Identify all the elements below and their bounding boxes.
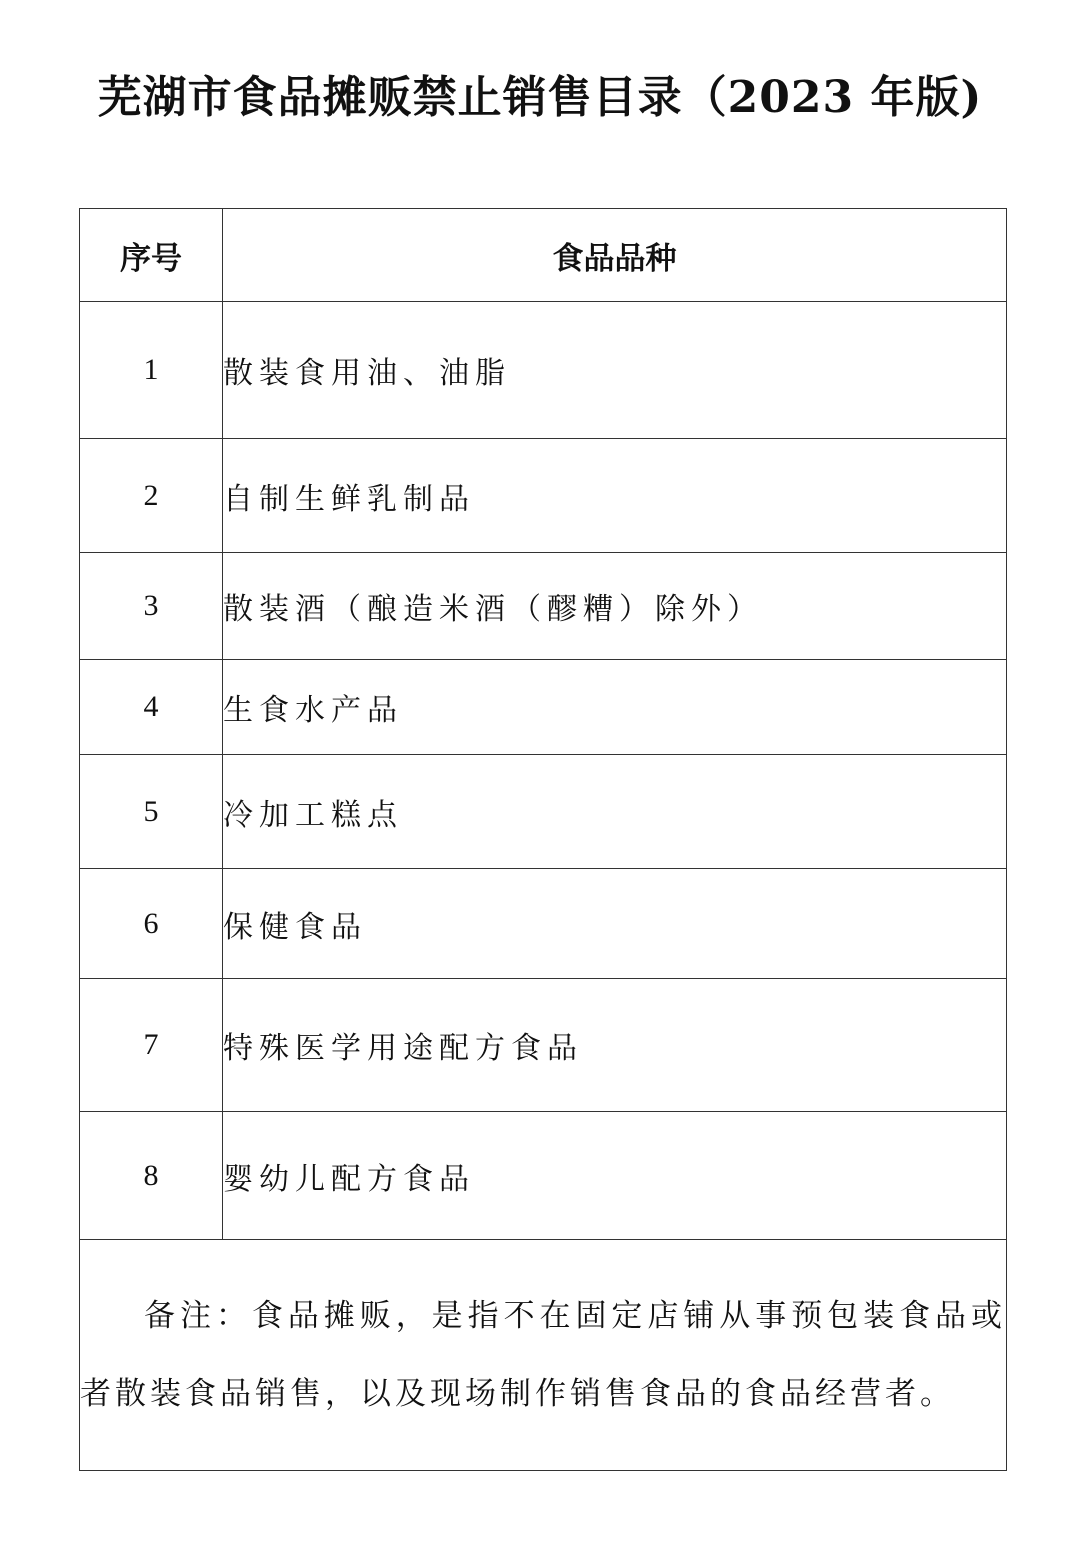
row-number: 5 — [80, 755, 223, 869]
note-cell — [80, 1240, 1007, 1471]
document-title: 芜湖市食品摊贩禁止销售目录（2023 年版) — [97, 72, 983, 123]
table-header-row — [80, 209, 1007, 302]
row-item: 特殊医学用途配方食品 — [223, 979, 1007, 1112]
table-row — [80, 1112, 1007, 1240]
row-number: 3 — [80, 553, 223, 660]
row-item: 生食水产品 — [223, 660, 1007, 755]
table-row — [80, 869, 1007, 979]
row-number: 4 — [80, 660, 223, 755]
row-number: 1 — [80, 302, 223, 439]
row-item: 散装食用油、油脂 — [223, 302, 1007, 439]
table-row — [80, 439, 1007, 553]
row-item: 冷加工糕点 — [223, 755, 1007, 869]
prohibited-food-table — [79, 208, 1007, 1471]
row-number: 2 — [80, 439, 223, 553]
row-number: 6 — [80, 869, 223, 979]
header-number: 序号 — [80, 209, 223, 302]
row-number: 7 — [80, 979, 223, 1112]
note-text: 备注：食品摊贩，是指不在固定店铺从事预包装食品或者散装食品销售，以及现场制作销售食品的食品经营者。 — [80, 1298, 1006, 1412]
row-item: 婴幼儿配方食品 — [223, 1112, 1007, 1240]
row-item: 散装酒（酿造米酒（醪糟）除外） — [223, 553, 1007, 660]
row-item: 保健食品 — [223, 869, 1007, 979]
row-item: 自制生鲜乳制品 — [223, 439, 1007, 553]
note-row — [80, 1240, 1007, 1471]
table-row — [80, 553, 1007, 660]
table-row — [80, 755, 1007, 869]
table-row — [80, 660, 1007, 755]
table-row — [80, 979, 1007, 1112]
row-number: 8 — [80, 1112, 223, 1240]
table-row — [80, 302, 1007, 439]
header-category: 食品品种 — [223, 209, 1007, 302]
